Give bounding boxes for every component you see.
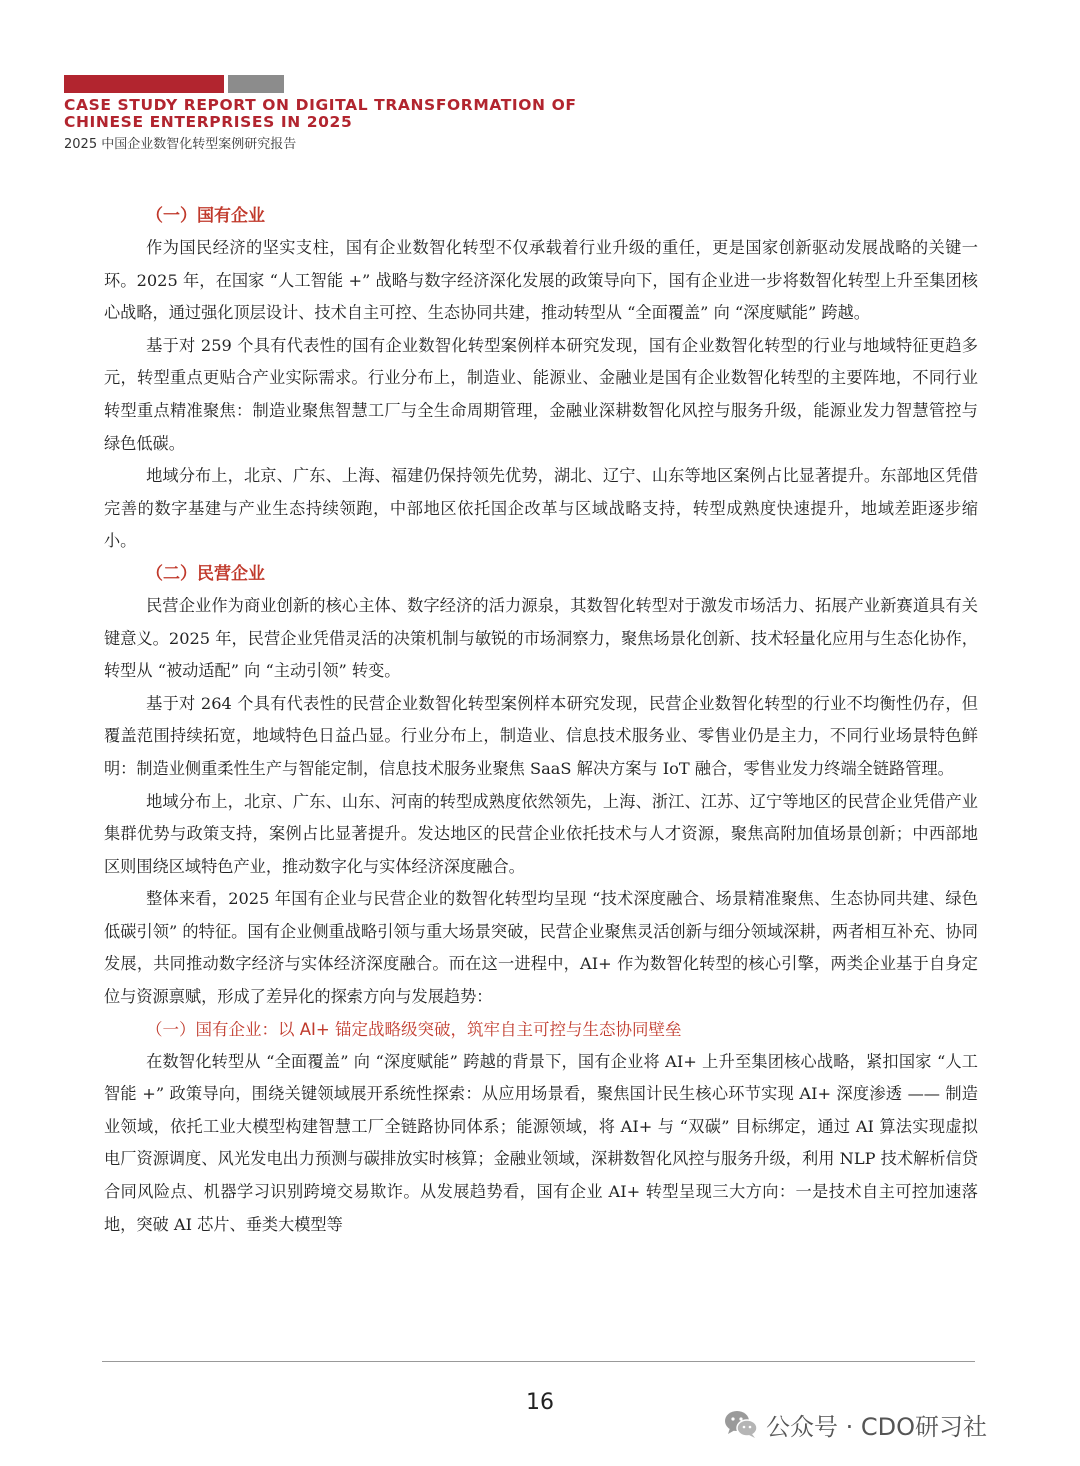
- paragraph: 在数智化转型从 “全面覆盖” 向 “深度赋能” 跨越的背景下，国有企业将 AI+ 上升至集团核心战略，紧扣国家 “人工智能 +” 政策导向，围绕关键领域展开系统性探索：从应用场景看，聚焦国计民生核心环节实现 AI+ 深度渗透 —— 制造业领域，依托工业大模型构建智慧工厂全链路协同体系；能源领域，将 AI+ 与 “双碳” 目标绑定，通过 AI 算法实现虚拟电厂资源调度、风光发电出力预测与碳排放实时核算；金融业领域，深耕数智化风控与服务升级，利用 NLP 技术解析信贷合同风险点、机器学习识别跨境交易欺诈。从发展趋势看，国有企业 AI+ 转型呈现三大方向：一是技术自主可控加速落地，突破 AI 芯片、垂类大模型等: [104, 1051, 978, 1234]
- paragraph: 整体来看，2025 年国有企业与民营企业的数智化转型均呈现 “技术深度融合、场景精准聚焦、生态协同共建、绿色低碳引领” 的特征。国有企业侧重战略引领与重大场景突破，民营企业聚焦灵活创新与细分领域深耕，两者相互补充、协同发展，共同推动数字经济与实体经济深度融合。而在这一进程中，AI+ 作为数智化转型的核心引擎，两类企业基于自身定位与资源禀赋，形成了差异化的探索方向与发展趋势：: [104, 889, 978, 1007]
- report-title-en-line2: CHINESE ENTERPRISES IN 2025: [64, 113, 353, 131]
- wechat-icon: [724, 1409, 758, 1439]
- paragraph: 地域分布上，北京、广东、山东、河南的转型成熟度依然领先，上海、浙江、江苏、辽宁等地区的民营企业凭借产业集群优势与政策支持，案例占比显著提升。发达地区的民营企业依托技术与人才资源，聚焦高附加值场景创新；中西部地区则围绕区域特色产业，推动数字化与实体经济深度融合。: [104, 791, 978, 876]
- paragraph: 民营企业作为商业创新的核心主体、数字经济的活力源泉，其数智化转型对于激发市场活力、拓展产业新赛道具有关键意义。2025 年，民营企业凭借灵活的决策机制与敏锐的市场洞察力，聚焦场景化创新、技术轻量化应用与生态化协作，转型从 “被动适配” 向 “主动引领” 转变。: [104, 595, 978, 681]
- report-title-cn: 2025 中国企业数智化转型案例研究报告: [64, 137, 297, 152]
- footer-divider: [102, 1361, 975, 1362]
- page-body: [104, 200, 978, 1241]
- page-number: 16: [526, 1390, 554, 1415]
- report-title-en: [64, 97, 684, 131]
- paragraph: 作为国民经济的坚实支柱，国有企业数智化转型不仅承载着行业升级的重任，更是国家创新驱动发展战略的关键一环。2025 年，在国家 “人工智能 +” 战略与数字经济深化发展的政策导向下，国有企业进一步将数智化转型上升至集团核心战略，通过强化顶层设计、技术自主可控、生态协同共建，推动转型从 “全面覆盖” 向 “深度赋能” 跨越。: [104, 238, 978, 323]
- section-heading-private: （二）民营企业: [146, 563, 265, 584]
- paragraph: 地域分布上，北京、广东、上海、福建仍保持领先优势，湖北、辽宁、山东等地区案例占比显著提升。东部地区凭借完善的数字基建与产业生态持续领跑，中部地区依托国企改革与区域战略支持，转型成熟度快速提升，地域差距逐步缩小。: [104, 466, 978, 551]
- subsection-heading-soe-ai: （一）国有企业：以 AI+ 锚定战略级突破，筑牢自主可控与生态协同壁垒: [146, 1019, 682, 1039]
- header-bar-red: [64, 75, 224, 93]
- section-heading-soe: （一）国有企业: [146, 206, 265, 226]
- watermark-text: 公众号 · CDO研习社: [766, 1412, 988, 1441]
- wechat-watermark: [724, 1406, 987, 1442]
- header-bar-gray: [228, 75, 284, 93]
- paragraph: 基于对 264 个具有代表性的民营企业数智化转型案例样本研究发现，民营企业数智化转型的行业不均衡性仍存，但覆盖范围持续拓宽，地域特色日益凸显。行业分布上，制造业、信息技术服务业、零售业仍是主力，不同行业场景特色鲜明：制造业侧重柔性生产与智能定制，信息技术服务业聚焦 SaaS 解决方案与 IoT 融合，零售业发力终端全链路管理。: [104, 693, 978, 778]
- paragraph: 基于对 259 个具有代表性的国有企业数智化转型案例样本研究发现，国有企业数智化转型的行业与地域特征更趋多元，转型重点更贴合产业实际需求。行业分布上，制造业、能源业、金融业是国有企业数智化转型的主要阵地，不同行业转型重点精准聚焦：制造业聚焦智慧工厂与全生命周期管理，金融业深耕数智化风控与服务升级，能源业发力智慧管控与绿色低碳。: [104, 335, 978, 453]
- report-title-en-line1: CASE STUDY REPORT ON DIGITAL TRANSFORMATION OF: [64, 96, 577, 114]
